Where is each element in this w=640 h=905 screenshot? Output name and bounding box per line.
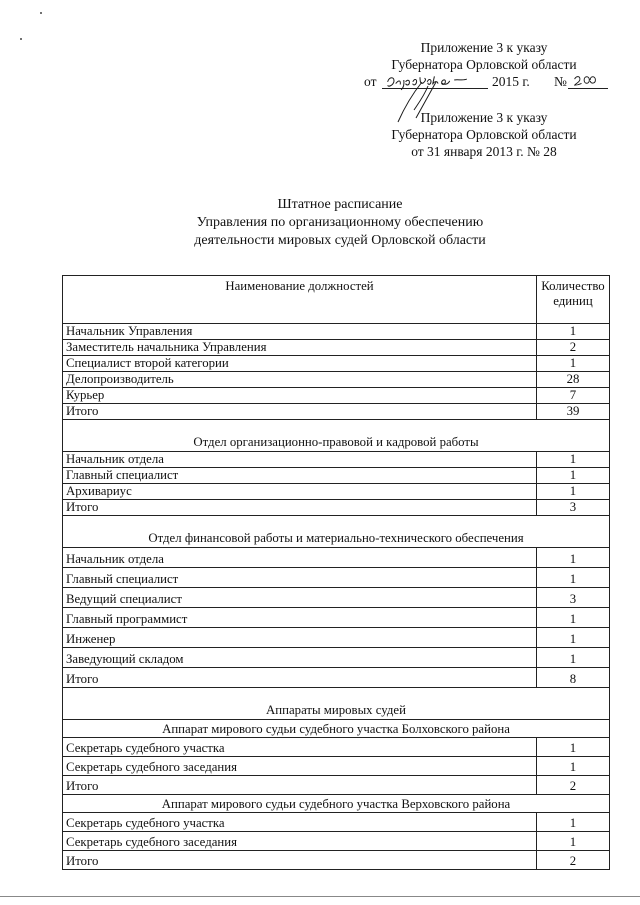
appendix-previous-line2: Губернатора Орловской области [391, 127, 577, 142]
table-row [63, 404, 610, 420]
position-name: Специалист второй категории [63, 356, 537, 372]
position-quantity: 3 [537, 500, 610, 516]
appendix-previous-line3: от 31 января 2013 г. № 28 [411, 144, 557, 159]
table-row [63, 324, 610, 340]
position-name: Начальник отдела [63, 452, 537, 468]
position-name: Секретарь судебного заседания [63, 757, 537, 776]
table-row [63, 500, 610, 516]
position-quantity: 1 [537, 568, 610, 588]
position-quantity: 1 [537, 468, 610, 484]
position-name: Начальник Управления [63, 324, 537, 340]
title-line1: Штатное расписание [277, 197, 403, 212]
position-name: Итого [63, 776, 537, 795]
header-quantity-line1: Количество [541, 279, 605, 293]
table-row [63, 738, 610, 757]
position-quantity: 2 [537, 340, 610, 356]
staff-table [62, 275, 610, 870]
position-name: Секретарь судебного участка [63, 813, 537, 832]
document-title [60, 196, 620, 250]
position-quantity: 1 [537, 832, 610, 851]
position-name: Секретарь судебного участка [63, 738, 537, 757]
scan-speck [40, 12, 42, 14]
position-quantity: 2 [537, 851, 610, 870]
table-row [63, 340, 610, 356]
table-row [63, 757, 610, 776]
table-row [63, 608, 610, 628]
position-quantity: 1 [537, 648, 610, 668]
page-bottom-rule [0, 896, 640, 897]
title-line3: деятельности мировых судей Орловской области [194, 233, 486, 248]
header-position-name: Наименование должностей [63, 276, 537, 324]
table-row [63, 588, 610, 608]
position-name: Итого [63, 404, 537, 420]
section-title-label: Отдел организационно-правовой и кадровой работы [63, 420, 610, 452]
position-quantity: 1 [537, 738, 610, 757]
position-quantity: 1 [537, 324, 610, 340]
table-row [63, 668, 610, 688]
position-name: Начальник отдела [63, 548, 537, 568]
table-row [63, 468, 610, 484]
position-quantity: 1 [537, 452, 610, 468]
section-title [63, 420, 610, 452]
header-quantity [537, 276, 610, 324]
position-name: Главный специалист [63, 468, 537, 484]
position-name: Итого [63, 500, 537, 516]
position-quantity: 28 [537, 372, 610, 388]
position-name: Курьер [63, 388, 537, 404]
table-row [63, 452, 610, 468]
table-row [63, 832, 610, 851]
subsection-title [63, 795, 610, 813]
subsection-title-label: Аппарат мирового судьи судебного участка Верховского района [63, 795, 610, 813]
position-name: Делопроизводитель [63, 372, 537, 388]
appendix-previous-line1: Приложение 3 к указу [420, 110, 548, 125]
table-row [63, 356, 610, 372]
position-quantity: 8 [537, 668, 610, 688]
position-quantity: 39 [537, 404, 610, 420]
title-line2: Управления по организационному обеспечению [196, 215, 484, 230]
table-row [63, 548, 610, 568]
position-name: Ведущий специалист [63, 588, 537, 608]
header-quantity-line2: единиц [553, 294, 593, 308]
appendix-previous [364, 109, 604, 160]
position-name: Итого [63, 668, 537, 688]
table-row [63, 776, 610, 795]
section-title [63, 688, 610, 720]
position-name: Заведующий складом [63, 648, 537, 668]
position-name: Заместитель начальника Управления [63, 340, 537, 356]
position-quantity: 7 [537, 388, 610, 404]
handwritten-number-signature [572, 71, 598, 89]
position-quantity: 1 [537, 628, 610, 648]
section-title-label: Отдел финансовой работы и материально-технического обеспечения [63, 516, 610, 548]
number-prefix: № [554, 74, 567, 89]
table-row [63, 388, 610, 404]
position-quantity: 3 [537, 588, 610, 608]
table-row [63, 813, 610, 832]
section-title [63, 516, 610, 548]
table-row [63, 628, 610, 648]
appendix-current-line1: Приложение 3 к указу [420, 40, 548, 55]
appendix-current-line2: Губернатора Орловской области [391, 57, 577, 72]
scan-speck [20, 38, 22, 40]
date-prefix: от [364, 74, 377, 89]
position-name: Итого [63, 851, 537, 870]
table-header-row [63, 276, 610, 324]
table-row [63, 851, 610, 870]
date-year: 2015 г. [492, 74, 530, 89]
position-quantity: 1 [537, 484, 610, 500]
position-quantity: 1 [537, 608, 610, 628]
table-row [63, 568, 610, 588]
position-quantity: 2 [537, 776, 610, 795]
table-row [63, 648, 610, 668]
position-name: Главный программист [63, 608, 537, 628]
table-row [63, 372, 610, 388]
position-name: Архивариус [63, 484, 537, 500]
table-row [63, 484, 610, 500]
position-quantity: 1 [537, 548, 610, 568]
position-quantity: 1 [537, 757, 610, 776]
subsection-title-label: Аппарат мирового судьи судебного участка Болховского района [63, 720, 610, 738]
position-name: Инженер [63, 628, 537, 648]
position-name: Секретарь судебного заседания [63, 832, 537, 851]
position-name: Главный специалист [63, 568, 537, 588]
subsection-title [63, 720, 610, 738]
position-quantity: 1 [537, 356, 610, 372]
position-quantity: 1 [537, 813, 610, 832]
section-title-label: Аппараты мировых судей [63, 688, 610, 720]
